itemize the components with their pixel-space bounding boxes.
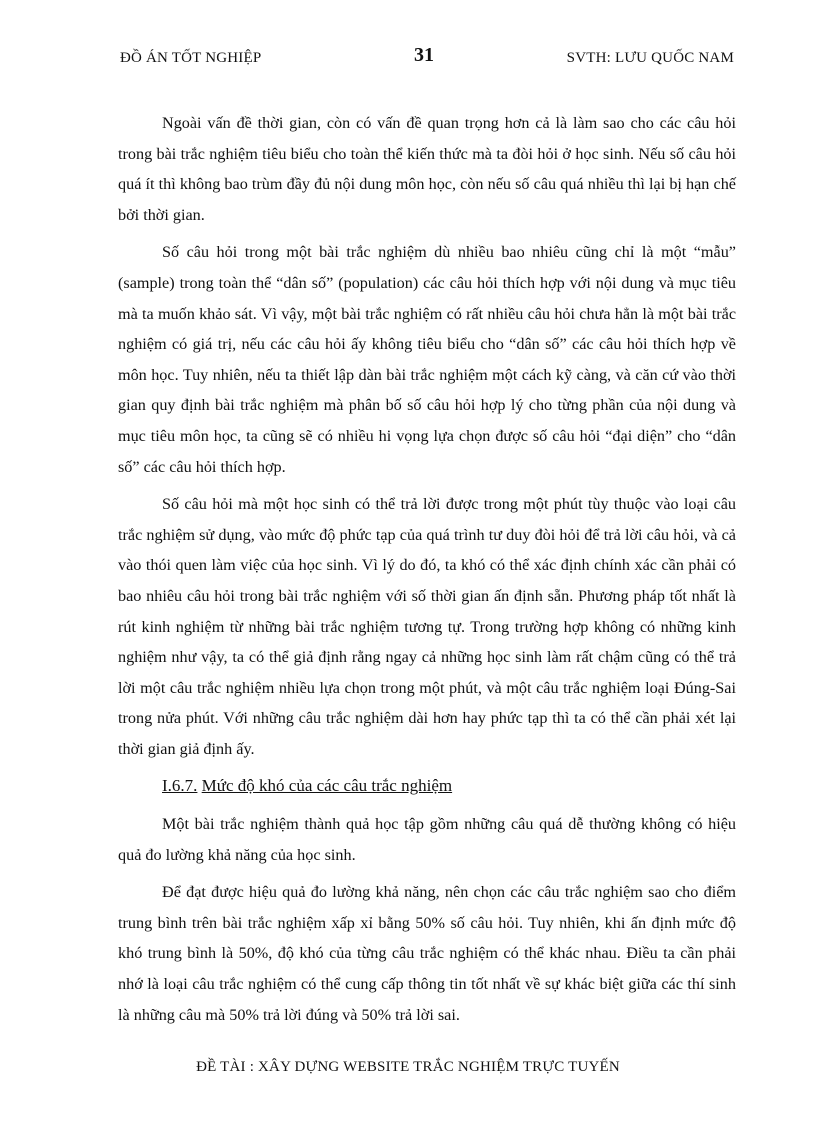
page-number: 31 (414, 44, 434, 66)
page-body (118, 108, 736, 1030)
page-footer: ĐỀ TÀI : XÂY DỰNG WEBSITE TRẮC NGHIỆM TRỰC TUYẾN (196, 1059, 620, 1075)
header-project-label: ĐỒ ÁN TỐT NGHIỆP (120, 50, 262, 66)
paragraph-time-and-coverage: Ngoài vấn đề thời gian, còn có vấn đề quan trọng hơn cả là làm sao cho các câu hỏi trong bài trắc nghiệm tiêu biểu cho toàn thể kiến thức mà ta đòi hỏi ở học sinh. Nếu số câu hỏi quá ít thì không bao trùm đầy đủ nội dung môn học, còn nếu số câu quá nhiều thì lại bị hạn chế bởi thời gian. (118, 114, 736, 224)
section-heading (162, 771, 736, 802)
paragraph-questions-per-minute: Số câu hỏi mà một học sinh có thể trả lời được trong một phút tùy thuộc vào loại câu trắc nghiệm sử dụng, vào mức độ phức tạp của quá trình tư duy đòi hỏi để trả lời câu hỏi, và cả vào thói quen làm việc của học sinh. Vì lý do đó, ta khó có thể xác định chính xác cần phải có bao nhiêu câu hỏi trong bài trắc nghiệm với số thời gian ấn định sẵn. Phương pháp tốt nhất là rút kinh nghiệm từ những bài trắc nghiệm tương tự. Trong trường hợp không có những kinh nghiệm như vậy, ta có thể giả định rằng ngay cả những học sinh làm rất chậm cũng có thể trả lời một câu trắc nghiệm nhiều lựa chọn trong một phút, và một câu trắc nghiệm loại Đúng-Sai trong nửa phút. Với những câu trắc nghiệm dài hơn hay phức tạp thì ta có thể cần phải xét lại thời gian giả định ấy. (118, 495, 736, 758)
paragraph-sample-population: Số câu hỏi trong một bài trắc nghiệm dù nhiều bao nhiêu cũng chỉ là một “mẫu” (sample) trong toàn thể “dân số” (population) các câu hỏi thích hợp với nội dung và mục tiêu mà ta muốn khảo sát. Vì vậy, một bài trắc nghiệm có rất nhiều câu hỏi chưa hẳn là một bài trắc nghiệm có giá trị, nếu các câu hỏi ấy không tiêu biểu cho “dân số” các câu hỏi thích hợp về môn học. Tuy nhiên, nếu ta thiết lập dàn bài trắc nghiệm một cách kỹ càng, và căn cứ vào thời gian quy định bài trắc nghiệm mà phân bố số câu hỏi hợp lý cho từng phần của nội dung và mục tiêu môn học, ta cũng sẽ có nhiều hi vọng lựa chọn được số câu hỏi “đại diện” cho “dân số” các câu hỏi thích hợp. (118, 243, 736, 476)
section-number: I.6.7. (162, 776, 198, 796)
paragraph-difficulty-50-percent: Để đạt được hiệu quả đo lường khả năng, nên chọn các câu trắc nghiệm sao cho điểm trung bình trên bài trắc nghiệm xấp xỉ bằng 50% số câu hỏi. Tuy nhiên, khi ấn định mức độ khó trung bình là 50%, độ khó của từng câu trắc nghiệm có thể khác nhau. Điều ta cần phải nhớ là loại câu trắc nghiệm có thể cung cấp thông tin tốt nhất về sự khác biệt giữa các thí sinh là những câu mà 50% trả lời đúng và 50% trả lời sai. (118, 883, 736, 1024)
section-title: Mức độ khó của các câu trắc nghiệm (201, 776, 453, 796)
paragraph-easy-questions: Một bài trắc nghiệm thành quả học tập gồm những câu quá dễ thường không có hiệu quả đo lường khả năng của học sinh. (118, 815, 736, 864)
header-student-name: SVTH: LƯU QUỐC NAM (566, 50, 734, 66)
page-header (120, 44, 734, 74)
